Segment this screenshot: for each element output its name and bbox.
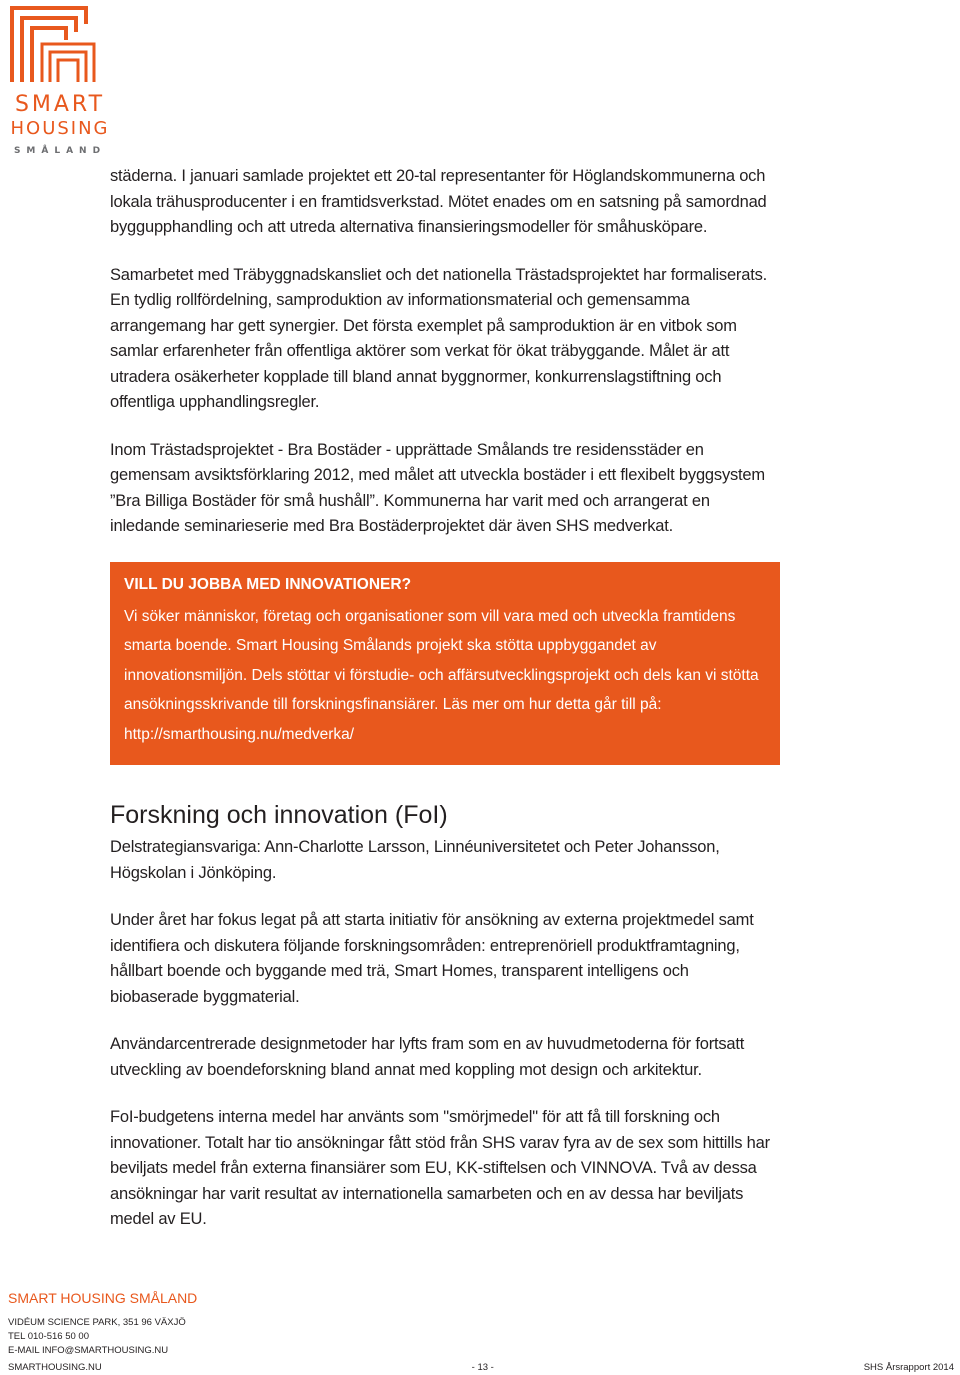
section-paragraph: FoI-budgetens interna medel har använts som "smörjmedel" för att få till forskning och innovationer. Totalt har tio ansökningar fått stöd från SHS varav fyra av de sex som hittills har beviljats medel från externa finansiärer som EU, KK-stiftelsen och VINNOVA. Två av dessa ansökningar har varit resultat av internationella samarbeten och en av dessa har beviljats medel av EU. <box>110 1108 770 1228</box>
body-paragraph: städerna. I januari samlade projektet ett 20-tal representanter för Höglandskommunerna och lokala trähusproducenter i en framtidsverkstad. Mötet enades om en satsning på samordnad byggupphandling och att utreda alternativa finansieringsmodeller för småhusköpare. <box>110 167 767 236</box>
section-paragraph: Användarcentrerade designmetoder har lyfts fram som en av huvudmetoderna för fortsatt utveckling av boendeforskning bland annat med koppling mot design och arkitektur. <box>110 1035 745 1079</box>
report-title: SHS Årsrapport 2014 <box>863 1362 954 1373</box>
page-number: - 13 - <box>471 1362 494 1373</box>
footer-bottom-row <box>8 1362 954 1373</box>
footer-address: VIDÉUM SCIENCE PARK, 351 96 VÄXJÖ <box>8 1317 186 1328</box>
logo-word-smart: SMART <box>14 92 106 117</box>
main-content <box>110 164 780 1255</box>
logo-word-smaland: SMÅLAND <box>13 146 107 156</box>
body-paragraph: Samarbetet med Träbyggnadskansliet och det nationella Trästadsprojektet har formaliserats. En tydlig rollfördelning, samproduktion av informationsmaterial och gemensamma arrangemang har gett synergier. Det första exemplet på samproduktion är en vitbok som samlar erfarenheter från offentliga aktörer som verkat för ökat träbyggande. Målet är att utradera osäkerheter kopplade till bland annat byggnormer, konkurrenslagstiftning och offentliga upphandlingsregler. <box>110 265 768 411</box>
body-paragraph: Inom Trästadsprojektet - Bra Bostäder - upprättade Smålands tre residensstäder en gemensam avsiktsförklaring 2012, med målet att utveckla bostäder i ett flexibelt byggsystem ”Bra Billiga Bostäder för små hushåll”. Kommunerna har varit med och arrangerat en inledande seminarieserie med Bra Bostäderprojektet där även SHS medverkat. <box>110 440 765 535</box>
callout-body: Vi söker människor, företag och organisationer som vill vara med och utveckla framtidens smarta boende. Smart Housing Smålands projekt ska stötta uppbyggandet av innovationsmiljön. Dels stöttar vi förstudie- och affärsutvecklingsprojekt och dels kan vi stötta ansökningsskrivande till forskningsfinansiärer. Läs mer om hur detta går till på: http://smarthousing.nu/medverka/ <box>124 607 759 743</box>
callout-title: VILL DU JOBBA MED INNOVATIONER? <box>124 575 412 593</box>
callout-box <box>110 562 780 766</box>
section-paragraph: Delstrategiansvariga: Ann-Charlotte Larsson, Linnéuniversitetet och Peter Johansson, Högskolan i Jönköping. <box>110 838 720 882</box>
footer-org-name: SMART HOUSING SMÅLAND <box>8 1290 198 1306</box>
footer-phone: TEL 010-516 50 00 <box>8 1331 89 1342</box>
logo-word-housing: HOUSING <box>10 118 110 139</box>
smart-housing-logo <box>8 4 112 160</box>
section-heading: Forskning och innovation (FoI) <box>110 801 448 829</box>
footer-email: E-MAIL INFO@SMARTHOUSING.NU <box>8 1345 169 1356</box>
footer-website: SMARTHOUSING.NU <box>8 1362 102 1373</box>
section-paragraph: Under året har fokus legat på att starta initiativ för ansökning av externa projektmedel samt identifiera och diskutera följande forskningsområden: entreprenöriell produktframtagning, hållbart boende och byggande med trä, Smart Homes, transparent intelligens och biobaserade byggmaterial. <box>110 911 754 1006</box>
logo-mark-icon <box>8 4 98 84</box>
page-footer <box>8 1290 954 1373</box>
